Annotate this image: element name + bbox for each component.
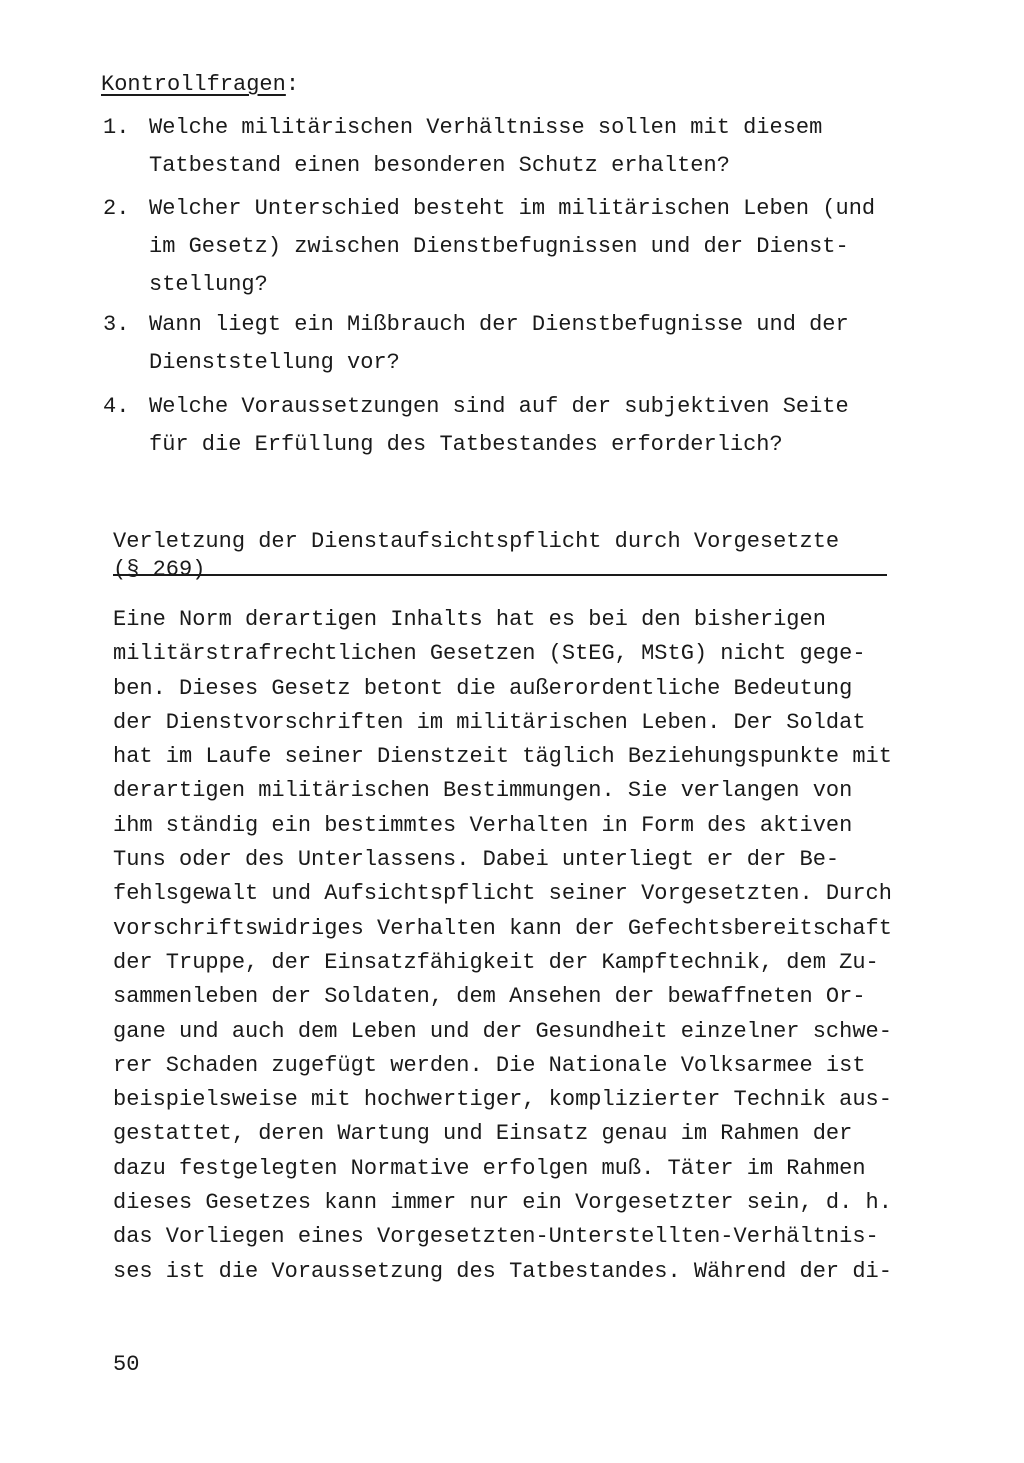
body-line: ben. Dieses Gesetz betont die außerordentliche Bedeutung <box>113 675 853 701</box>
body-line: militärstrafrechtlichen Gesetzen (StEG, MStG) nicht gege- <box>113 641 866 667</box>
question-line: Welcher Unterschied besteht im militärischen Leben (und <box>149 196 876 221</box>
page-number: 50 <box>113 1352 140 1377</box>
question-line: Wann liegt ein Mißbrauch der Dienstbefugnisse und der <box>149 312 849 337</box>
body-line: fehlsgewalt und Aufsichtspflicht seiner Vorgesetzten. Durch <box>113 881 892 907</box>
body-line: gestattet, deren Wartung und Einsatz genau im Rahmen der <box>113 1121 853 1147</box>
section-underline-rule <box>113 574 887 576</box>
section-title: Verletzung der Dienstaufsichtspflicht durch Vorgesetzte <box>113 529 840 554</box>
body-line: ses ist die Voraussetzung des Tatbestandes. Während der di- <box>113 1258 892 1284</box>
body-line: ihm ständig ein bestimmtes Verhalten in Form des aktiven <box>113 812 853 838</box>
question-line: stellung? <box>149 272 268 297</box>
question-line: Dienststellung vor? <box>149 350 400 375</box>
body-line: Tuns oder des Unterlassens. Dabei unterliegt er der Be- <box>113 847 840 873</box>
section-paragraph-ref: (§ 269) <box>113 557 206 582</box>
body-line: vorschriftswidriges Verhalten kann der Gefechtsbereitschaft <box>113 915 892 941</box>
body-line: derartigen militärischen Bestimmungen. Sie verlangen von <box>113 778 853 804</box>
body-line: sammenleben der Soldaten, dem Ansehen der bewaffneten Or- <box>113 984 866 1010</box>
question-number: 3. <box>103 312 130 337</box>
kontrollfragen-heading-text: Kontrollfragen <box>101 72 286 97</box>
question-line: Tatbestand einen besonderen Schutz erhalten? <box>149 153 730 178</box>
question-number: 1. <box>103 115 130 140</box>
body-line: der Truppe, der Einsatzfähigkeit der Kampftechnik, dem Zu- <box>113 949 879 975</box>
question-line: im Gesetz) zwischen Dienstbefugnissen und der Dienst- <box>149 234 849 259</box>
body-line: das Vorliegen eines Vorgesetzten-Unterstellten-Verhältnis- <box>113 1224 879 1250</box>
body-line: hat im Laufe seiner Dienstzeit täglich Beziehungspunkte mit <box>113 744 892 770</box>
question-number: 4. <box>103 394 130 419</box>
kontrollfragen-heading <box>101 70 299 100</box>
body-paragraph <box>113 603 953 1289</box>
question-line: Welche militärischen Verhältnisse sollen mit diesem <box>149 115 823 140</box>
body-line: gane und auch dem Leben und der Gesundheit einzelner schwe- <box>113 1018 892 1044</box>
body-line: der Dienstvorschriften im militärischen Leben. Der Soldat <box>113 709 866 735</box>
question-line: Welche Voraussetzungen sind auf der subjektiven Seite <box>149 394 849 419</box>
question-line: für die Erfüllung des Tatbestandes erforderlich? <box>149 432 783 457</box>
body-line: dazu festgelegten Normative erfolgen muß. Täter im Rahmen <box>113 1155 866 1181</box>
question-number: 2. <box>103 196 130 221</box>
body-line: dieses Gesetzes kann immer nur ein Vorgesetzter sein, d. h. <box>113 1190 892 1216</box>
body-line: rer Schaden zugefügt werden. Die Nationale Volksarmee ist <box>113 1052 866 1078</box>
body-line: beispielsweise mit hochwertiger, komplizierter Technik aus- <box>113 1087 892 1113</box>
body-line: Eine Norm derartigen Inhalts hat es bei den bisherigen <box>113 607 826 632</box>
kontrollfragen-heading-colon: : <box>285 72 300 97</box>
